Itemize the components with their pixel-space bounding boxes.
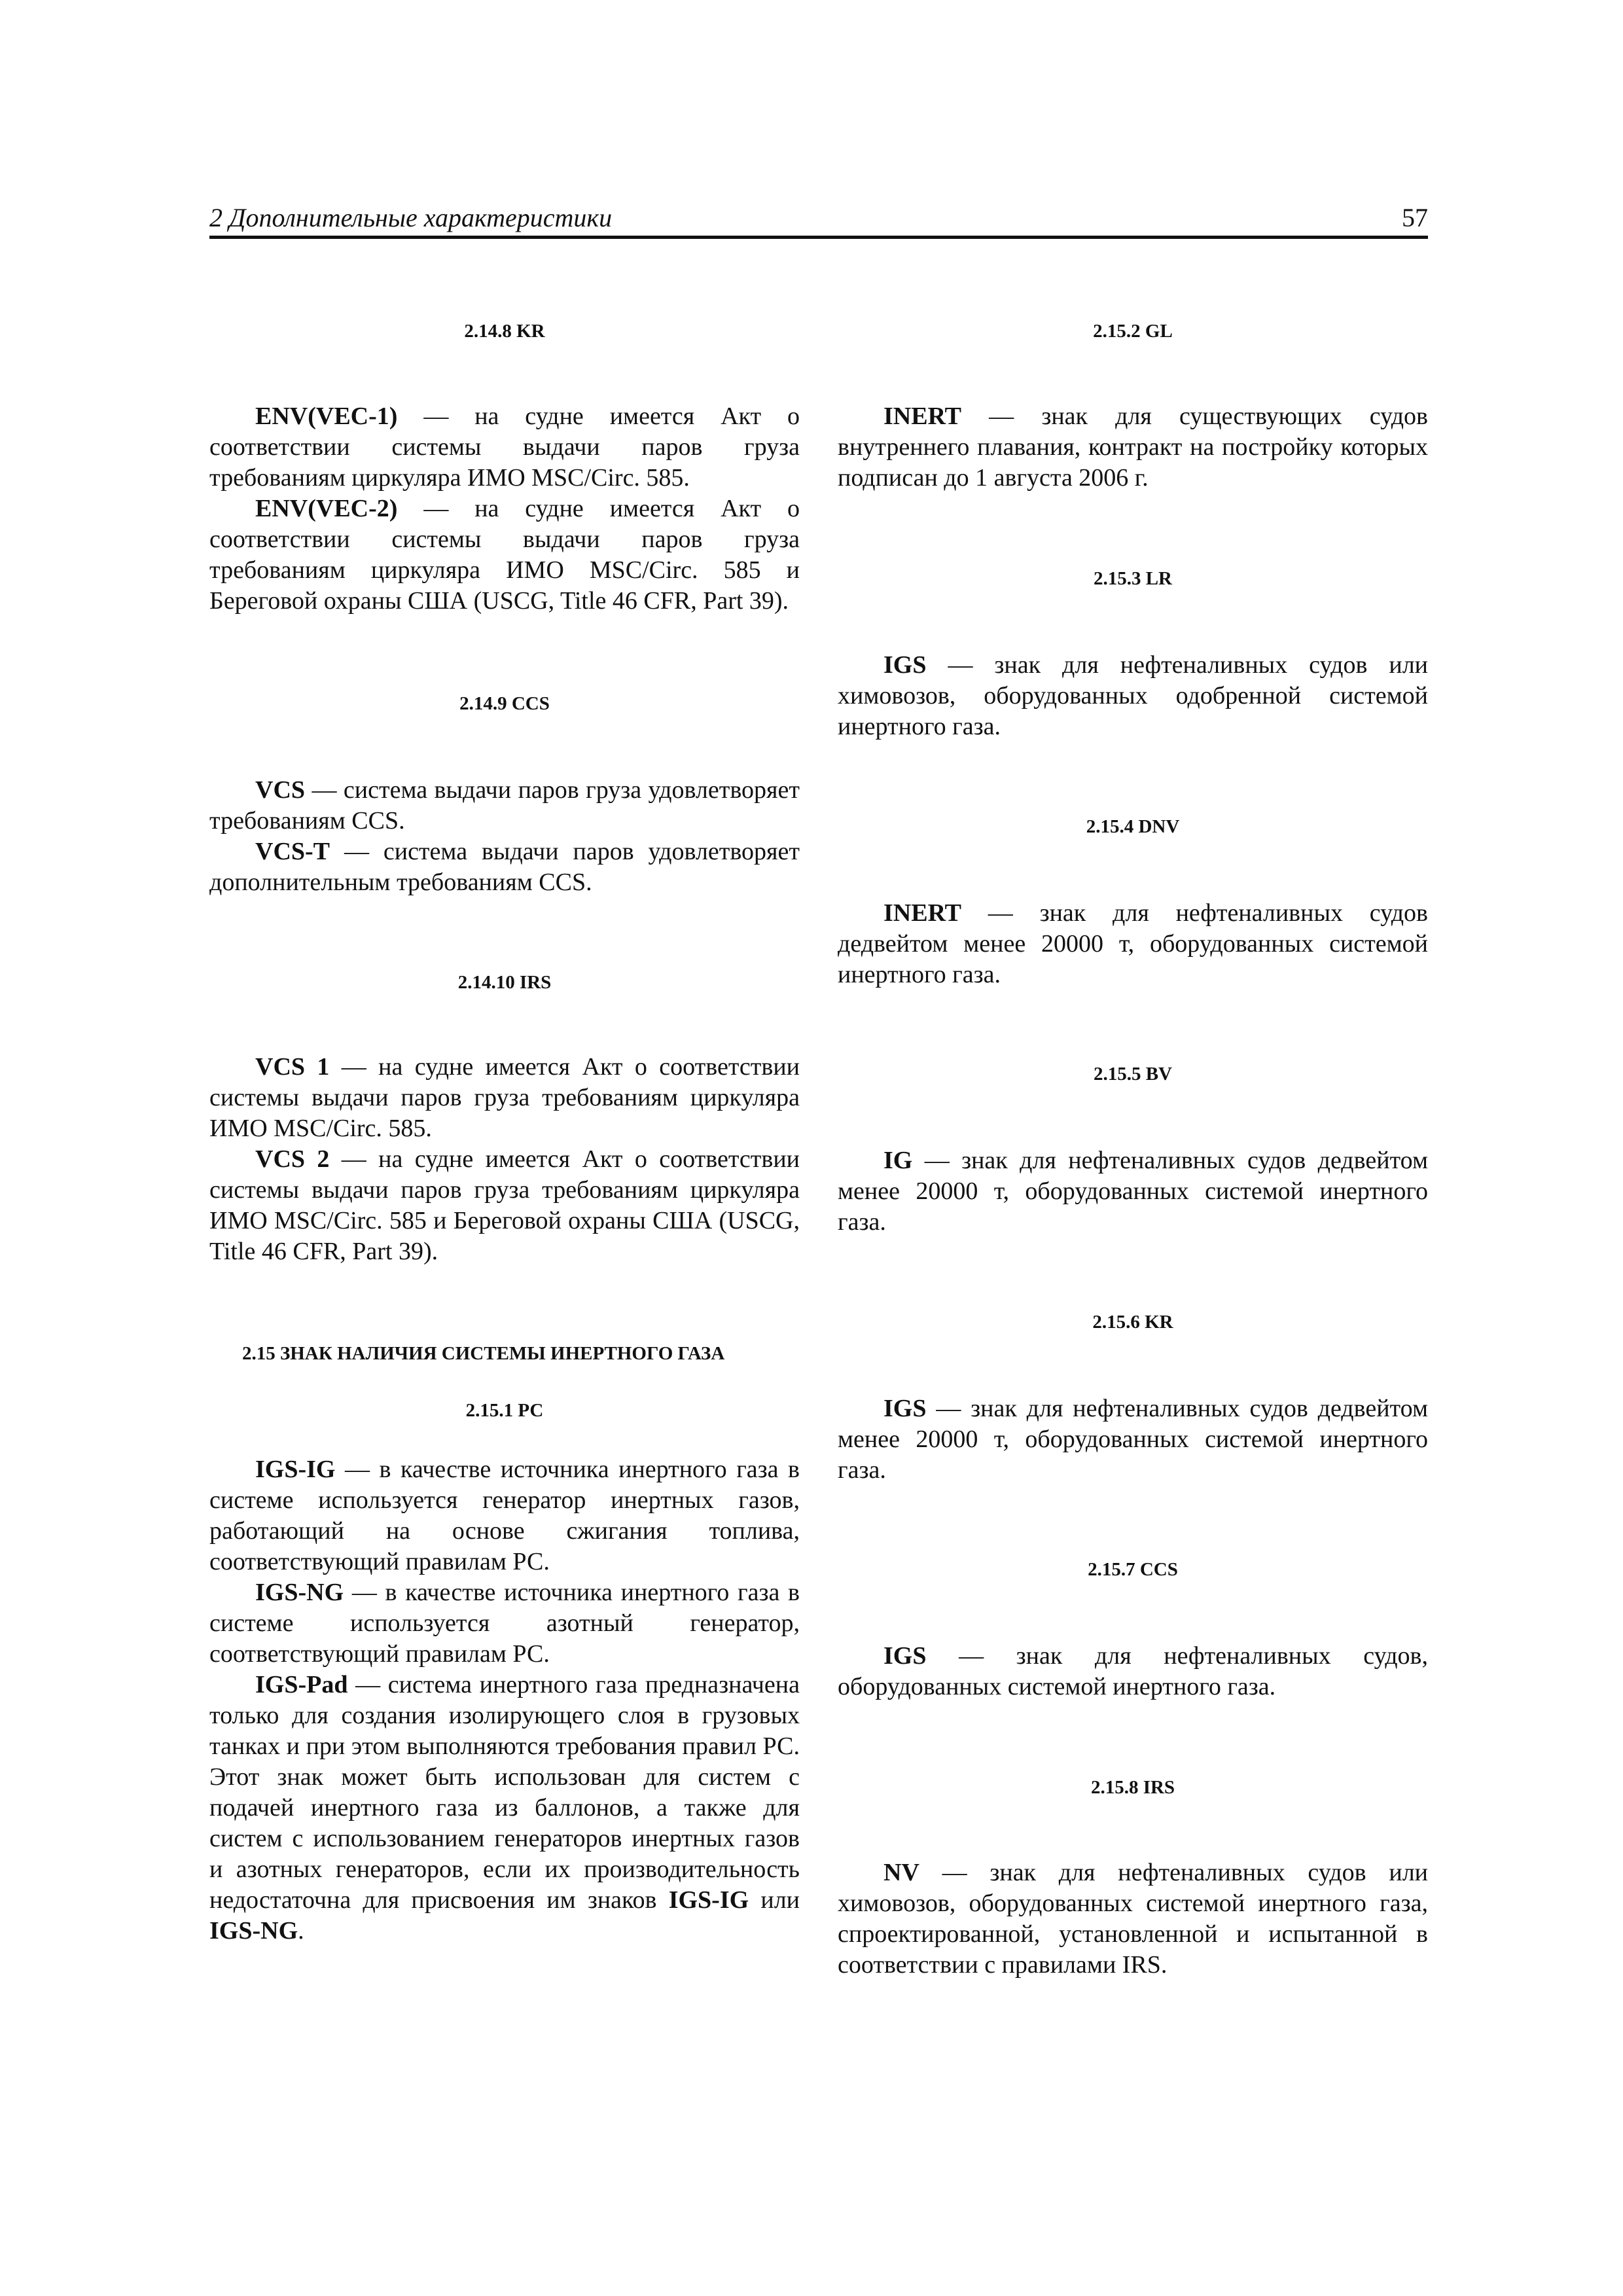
paragraph: ENV(VEC-1) — на судне имеется Акт о соответствии системы выдачи паров груза требованиям циркуляра ИМО MSC/Circ. 585.: [209, 403, 800, 492]
section-body-2-15-2: [838, 401, 1428, 493]
section-body-2-15-7: [838, 1641, 1428, 1702]
paragraph: IGS — знак для нефтеналивных судов или химовозов, оборудованных одобренной системой инертного газа.: [838, 651, 1428, 740]
term: NV: [883, 1859, 919, 1886]
term: ENV(VEC-1): [255, 403, 398, 430]
term: VCS 1: [255, 1053, 330, 1081]
term: INERT: [883, 403, 962, 430]
term: IGS: [883, 1395, 927, 1422]
term: IGS-NG: [255, 1579, 344, 1606]
section-body-2-15-1: [209, 1454, 800, 1946]
running-head: 2 Дополнительные характеристики: [209, 203, 613, 232]
paragraph: VCS — система выдачи паров груза удовлетворяет требованиям CCS.: [209, 776, 800, 834]
paragraph: IG — знак для нефтеналивных судов дедвейтом менее 20000 т, оборудованных системой инертного газа.: [838, 1147, 1428, 1236]
section-title-2-15-6: 2.15.6 KR: [1092, 1312, 1173, 1333]
paragraph: IGS — знак для нефтеналивных судов дедвейтом менее 20000 т, оборудованных системой инертного газа.: [838, 1395, 1428, 1484]
section-body-2-15-6: [838, 1393, 1428, 1486]
section-title-2-14-10: 2.14.10 IRS: [457, 972, 552, 993]
term: IGS-IG: [255, 1456, 336, 1483]
section-body-2-15-8: [838, 1857, 1428, 1981]
term: INERT: [883, 899, 962, 927]
section-body-2-14-9: [209, 775, 800, 898]
paragraph: VCS 2 — на судне имеется Акт о соответствии системы выдачи паров груза требованиям циркуляра ИМО MSC/Circ. 585 и Береговой охраны США (USCG, Title 46 CFR, Part 39).: [209, 1145, 800, 1265]
section-body-2-15-3: [838, 650, 1428, 742]
term: IGS-NG: [209, 1917, 298, 1945]
section-title-2-14-9: 2.14.9 CCS: [459, 693, 550, 714]
section-title-2-15-7: 2.15.7 CCS: [1088, 1559, 1178, 1580]
term: IGS-IG: [668, 1886, 749, 1914]
section-body-2-14-8: [209, 401, 800, 617]
term: VCS-T: [255, 838, 330, 865]
paragraph: ENV(VEC-2) — на судне имеется Акт о соответствии системы выдачи паров груза требованиям циркуляра ИМО MSC/Circ. 585 и Береговой охраны США (USCG, Title 46 CFR, Part 39).: [209, 495, 800, 615]
term: VCS 2: [255, 1145, 330, 1173]
paragraph: NV — знак для нефтеналивных судов или химовозов, оборудованных системой инертного газа, спроектированной, установленной и испытанной в соответствии с правилами IRS.: [838, 1859, 1428, 1979]
term: IGS: [883, 651, 927, 679]
section-body-2-15-5: [838, 1145, 1428, 1238]
section-title-2-15-4: 2.15.4 DNV: [1086, 816, 1180, 837]
page-header: [209, 196, 1428, 239]
term: ENV(VEC-2): [255, 495, 398, 522]
term: IG: [883, 1147, 913, 1174]
section-body-2-14-10: [209, 1052, 800, 1267]
paragraph: INERT — знак для существующих судов внутреннего плавания, контракт на постройку которых подписан до 1 августа 2006 г.: [838, 403, 1428, 492]
chapter-title-2-15: 2.15 ЗНАК НАЛИЧИЯ СИСТЕМЫ ИНЕРТНОГО ГАЗА: [242, 1343, 725, 1364]
section-title-2-15-5: 2.15.5 BV: [1093, 1064, 1173, 1085]
paragraph: IGS — знак для нефтеналивных судов, оборудованных системой инертного газа.: [838, 1642, 1428, 1700]
section-title-2-15-1: 2.15.1 РС: [465, 1400, 544, 1421]
paragraph: INERT — знак для нефтеналивных судов дедвейтом менее 20000 т, оборудованных системой инертного газа.: [838, 899, 1428, 988]
term: IGS-Pad: [255, 1671, 348, 1698]
section-title-2-14-8: 2.14.8 KR: [464, 321, 545, 342]
paragraph: IGS-IG — в качестве источника инертного газа в системе используется генератор инертных газов, работающий на основе сжигания топлива, соответствующий правилам РС.: [209, 1456, 800, 1575]
paragraph: VCS 1 — на судне имеется Акт о соответствии системы выдачи паров груза требованиям циркуляра ИМО MSC/Circ. 585.: [209, 1053, 800, 1142]
section-title-2-15-2: 2.15.2 GL: [1093, 321, 1173, 342]
page-number: 57: [1402, 203, 1428, 232]
section-title-2-15-3: 2.15.3 LR: [1093, 568, 1173, 589]
term: IGS: [883, 1642, 927, 1670]
paragraph: IGS-NG — в качестве источника инертного газа в системе используется азотный генератор, соответствующий правилам РС.: [209, 1579, 800, 1668]
paragraph: IGS-Pad — система инертного газа предназначена только для создания изолирующего слоя в грузовых танках и при этом выполняются требования правил РС. Этот знак может быть использован для систем с подачей инертного газа из баллонов, а также для систем с использованием генераторов инертных газов и азотных генераторов, если их производительность недостаточна для присвоения им знаков IGS-IG или IGS-NG.: [209, 1671, 800, 1945]
section-body-2-15-4: [838, 898, 1428, 990]
paragraph: VCS-T — система выдачи паров удовлетворяет дополнительным требованиям CCS.: [209, 838, 800, 896]
section-title-2-15-8: 2.15.8 IRS: [1090, 1777, 1175, 1798]
term: VCS: [255, 776, 306, 804]
